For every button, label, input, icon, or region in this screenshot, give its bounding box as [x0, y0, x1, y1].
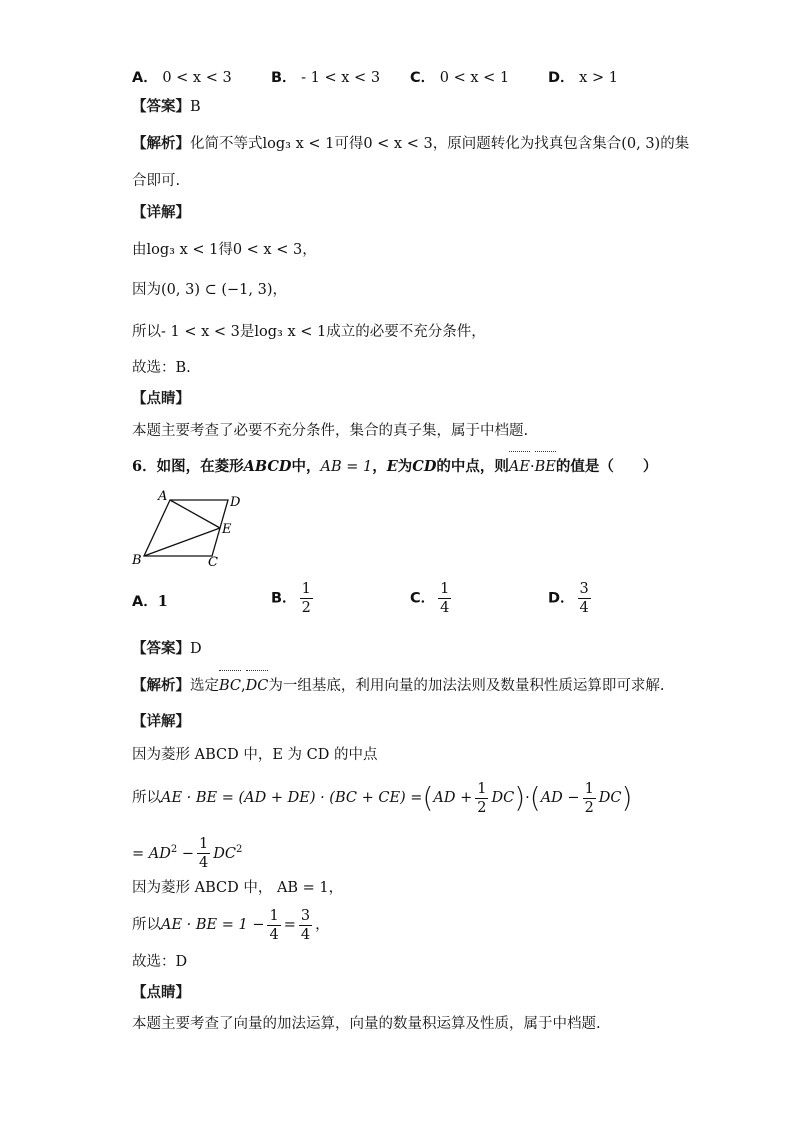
- vector-bc: BC: [219, 678, 242, 694]
- option-text: x > 1: [579, 70, 618, 86]
- math-expression: AE · BE = 1 −: [161, 917, 265, 933]
- detail-text: 成立的必要不充分条件，: [326, 324, 486, 340]
- label-c: C: [208, 555, 218, 568]
- q6-detail-line4: 因为菱形 ABCD 中， AB = 1，: [132, 880, 344, 896]
- q5-detail-line3: [132, 322, 486, 342]
- detail-text: ，: [315, 917, 330, 933]
- q6-answer: [132, 639, 202, 659]
- q6-option-a: [132, 592, 168, 612]
- fraction: [299, 907, 312, 944]
- q6-comment-tag: [132, 983, 190, 1003]
- detail-text: 由: [132, 242, 147, 258]
- detail-text: 因为: [132, 282, 161, 298]
- denominator: 4: [300, 926, 311, 943]
- analysis-text: 化简不等式: [190, 136, 263, 152]
- detail-text: 是: [239, 324, 255, 340]
- paren-close: ): [621, 781, 633, 814]
- option-text: 0 < x < 3: [162, 70, 232, 86]
- math-set: (0, 3): [621, 136, 661, 152]
- rhombus-figure: [128, 488, 248, 568]
- math-operator: =: [283, 917, 296, 933]
- math-subset: (0, 3) ⊂ (−1, 3): [161, 282, 273, 298]
- denominator: 2: [301, 600, 311, 616]
- math-inequality: 0 < x < 3: [363, 136, 433, 152]
- paren-open: (: [422, 781, 434, 814]
- detail-tag: 【详解】: [132, 713, 190, 730]
- q6-detail-line3: [132, 830, 242, 874]
- fraction: [475, 780, 488, 817]
- option-text: 0 < x < 1: [439, 70, 510, 86]
- denominator: 2: [584, 799, 594, 816]
- stem-text: 为: [397, 458, 413, 475]
- fraction: [583, 780, 596, 817]
- denominator: 4: [199, 855, 209, 872]
- paren-open: (: [529, 781, 541, 814]
- answer-value: D: [190, 641, 202, 657]
- dot-operator: ·: [525, 790, 530, 806]
- detail-tag: 【详解】: [132, 204, 190, 221]
- q6-detail-line2: [132, 778, 632, 818]
- math-operator: −: [181, 845, 194, 862]
- label-d: D: [230, 495, 241, 510]
- detail-text: 得: [218, 242, 233, 258]
- answer-tag: 【答案】: [132, 98, 190, 115]
- segment-ae: [170, 500, 220, 528]
- vector-be: BE: [534, 459, 556, 475]
- q5-detail-line2: [132, 280, 287, 300]
- math-expression: = AD: [132, 845, 171, 862]
- denominator: 4: [579, 600, 589, 616]
- q5-analysis-line1: [132, 134, 689, 154]
- q5-detail-tag: [132, 203, 190, 223]
- q5-comment-tag: [132, 389, 190, 409]
- q5-option-c: [410, 68, 509, 88]
- option-label: A．: [132, 70, 158, 86]
- math-log: log₃ x < 1: [254, 324, 327, 340]
- math-expression: AE · BE = (AD + DE) · (BC + CE) =: [161, 790, 423, 806]
- option-label: B．: [271, 70, 297, 86]
- stem-text: 6．如图，在菱形: [132, 458, 244, 475]
- numerator: 1: [199, 836, 209, 853]
- option-label: C．: [410, 590, 436, 607]
- superscript: 2: [235, 844, 243, 855]
- option-label: D．: [548, 590, 575, 607]
- numerator: 1: [301, 581, 311, 597]
- fraction: [197, 835, 210, 872]
- numerator: 3: [579, 581, 589, 597]
- analysis-tag: 【解析】: [132, 135, 190, 152]
- q6-option-b: [271, 580, 316, 617]
- vector-dc: DC: [245, 678, 269, 694]
- label-b: B: [132, 553, 142, 568]
- numerator: 3: [300, 907, 311, 924]
- q6-stem: [132, 457, 657, 477]
- q6-comment-text: 本题主要考查了向量的加法运算，向量的数量积运算及性质，属于中档题.: [132, 1016, 601, 1032]
- math-expression: DC: [491, 790, 515, 806]
- stem-math: AB = 1: [320, 459, 373, 475]
- q6-detail-line6: 故选：D: [132, 954, 188, 970]
- q6-option-c: [410, 580, 454, 617]
- stem-text: 的中点，则: [436, 458, 509, 475]
- analysis-text: 可得: [334, 136, 364, 152]
- detail-text: 所以: [132, 790, 161, 806]
- math-log: log₃ x < 1: [146, 242, 219, 258]
- q5-detail-line1: [132, 240, 317, 260]
- q5-analysis-line2: 合即可.: [132, 173, 181, 189]
- stem-math: ·: [529, 459, 535, 475]
- q6-option-d: [548, 580, 594, 617]
- analysis-text: 为一组基底，利用向量的加法法则及数量积性质运算即可求解.: [268, 678, 665, 694]
- option-label: A．: [132, 594, 158, 610]
- superscript: 2: [170, 844, 178, 855]
- q5-answer: [132, 97, 201, 117]
- comment-tag: 【点睛】: [132, 984, 190, 1001]
- vector-ae: AE: [508, 459, 530, 475]
- stem-math: CD: [412, 458, 437, 475]
- detail-text: ，: [302, 242, 317, 258]
- numerator: 1: [477, 780, 487, 797]
- fraction: [300, 580, 313, 617]
- option-label: B．: [271, 590, 297, 607]
- q6-detail-tag: [132, 712, 190, 732]
- math-expression: DC: [213, 845, 236, 862]
- comment-tag: 【点睛】: [132, 390, 190, 407]
- denominator: 4: [269, 926, 279, 943]
- math-expression: AD −: [540, 790, 580, 806]
- q5-comment-text: 本题主要考查了必要不充分条件，集合的真子集，属于中档题.: [132, 423, 529, 439]
- q6-detail-line5: [132, 905, 330, 945]
- math-expression: DC: [598, 790, 622, 806]
- q5-detail-line4: 故选：B.: [132, 360, 191, 376]
- math-log: log₃ x < 1: [262, 136, 335, 152]
- detail-text: ，: [272, 282, 287, 298]
- q5-option-b: [271, 68, 380, 88]
- stem-math: ABCD: [243, 458, 292, 475]
- detail-text: 所以: [132, 324, 161, 340]
- math-inequality: 0 < x < 3: [232, 242, 303, 258]
- answer-tag: 【答案】: [132, 640, 190, 657]
- stem-math: E: [386, 458, 398, 475]
- option-label: C．: [410, 70, 436, 86]
- numerator: 1: [269, 907, 279, 924]
- fraction: [267, 907, 280, 944]
- option-text: - 1 < x < 3: [301, 70, 381, 86]
- analysis-text: 的集: [660, 136, 690, 152]
- detail-text: 所以: [132, 917, 161, 933]
- stem-text: ，: [372, 458, 387, 475]
- fraction: [578, 580, 591, 617]
- numerator: 1: [584, 780, 594, 797]
- label-a: A: [158, 489, 168, 504]
- q6-detail-line1: 因为菱形 ABCD 中，E 为 CD 的中点: [132, 747, 378, 763]
- option-text: 1: [157, 593, 168, 610]
- label-e: E: [222, 522, 232, 537]
- analysis-tag: 【解析】: [132, 677, 190, 694]
- denominator: 4: [440, 600, 450, 616]
- denominator: 2: [477, 799, 487, 816]
- analysis-text: 选定: [190, 678, 219, 694]
- paren-close: ): [514, 781, 526, 814]
- q5-option-a: [132, 68, 232, 88]
- analysis-text: ，原问题转化为找真包含集合: [432, 136, 622, 152]
- math-inequality: - 1 < x < 3: [161, 324, 240, 340]
- option-label: D．: [548, 70, 575, 86]
- analysis-text: ,: [241, 678, 246, 694]
- q5-option-d: [548, 68, 618, 88]
- math-expression: AD +: [433, 790, 473, 806]
- answer-value: B: [190, 99, 201, 115]
- stem-text: 的值是（ ）: [555, 458, 658, 475]
- fraction: [438, 580, 451, 617]
- numerator: 1: [440, 581, 450, 597]
- stem-text: 中，: [291, 458, 321, 475]
- q6-analysis: [132, 676, 664, 696]
